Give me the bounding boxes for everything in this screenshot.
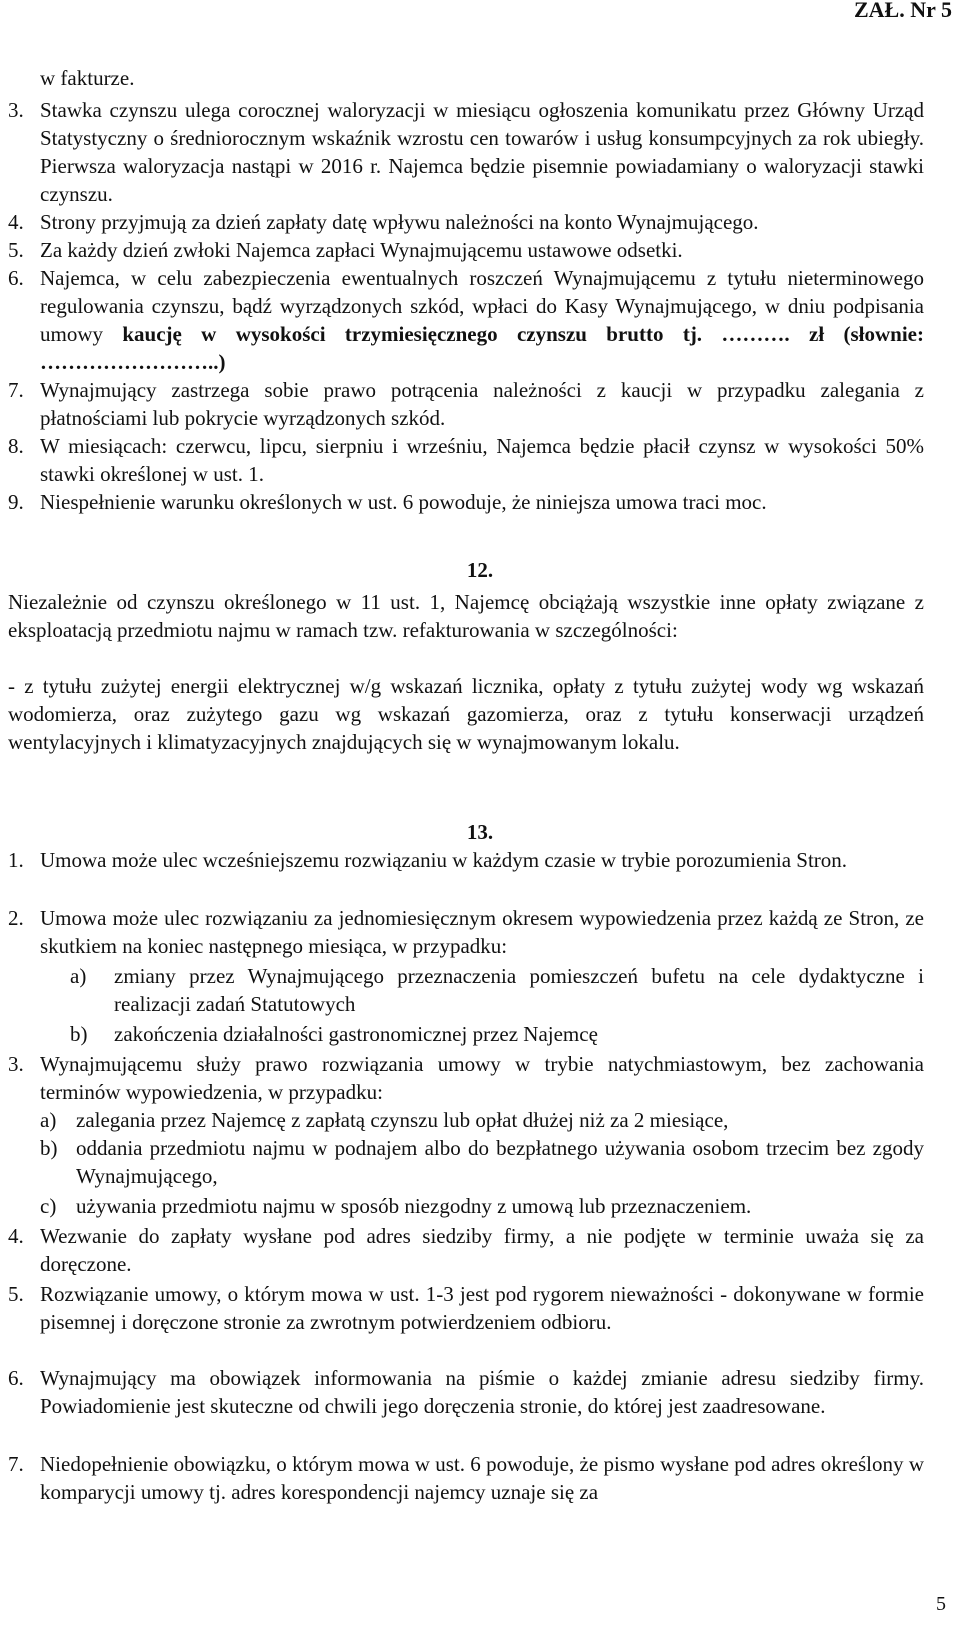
- list-item: [8, 904, 924, 960]
- item-text: Wynajmujący zastrzega sobie prawo potrącenia należności z kaucji w przypadku zalegania z płatnościami lub pokrycie wyrządzonych szkód.: [40, 378, 924, 430]
- list-item: [8, 488, 924, 516]
- list-item: [8, 264, 924, 376]
- list-item: [8, 432, 924, 488]
- attachment-header: ZAŁ. Nr 5: [854, 0, 952, 22]
- sub-item-text: zmiany przez Wynajmującego przeznaczenia pomieszczeń bufetu na cele dydaktyczne i realizacji zadań Statutowych: [114, 964, 924, 1016]
- item-number: 9.: [8, 490, 24, 514]
- list-item: [8, 846, 924, 874]
- item-number: 3.: [8, 1052, 24, 1076]
- item-number: 3.: [8, 98, 24, 122]
- list-item: [8, 1364, 924, 1420]
- list-item: [8, 1222, 924, 1278]
- item-number: 1.: [8, 848, 24, 872]
- sub-item: [40, 1192, 924, 1220]
- list-item: [8, 236, 924, 264]
- item-text: Wynajmujący ma obowiązek informowania na piśmie o każdej zmianie adresu siedziby firmy. Powiadomienie jest skuteczne od chwili jego doręczenia stronie, do której jest zaadresowane.: [40, 1366, 924, 1418]
- item-text: Wynajmującemu służy prawo rozwiązania umowy w trybie natychmiastowym, bez zachowania terminów wypowiedzenia, w przypadku:: [40, 1052, 924, 1104]
- sub-item-text: oddania przedmiotu najmu w podnajem albo do bezpłatnego używania osobom trzecim bez zgody Wynajmującego,: [76, 1136, 924, 1188]
- item-text: Umowa może ulec rozwiązaniu za jednomiesięcznym okresem wypowiedzenia przez każdą ze Stron, ze skutkiem na koniec następnego miesiąca, w przypadku:: [40, 906, 924, 958]
- paragraph: Niezależnie od czynszu określonego w 11 ust. 1, Najemcę obciążają wszystkie inne opłaty związane z eksploatacją przedmiotu najmu w ramach tzw. refakturowania w szczególności:: [8, 590, 924, 642]
- item-number: 6.: [8, 266, 24, 290]
- item-number: 4.: [8, 1224, 24, 1248]
- item-number: 7.: [8, 378, 24, 402]
- sub-item-letter: a): [70, 964, 87, 988]
- item-text: Strony przyjmują za dzień zapłaty datę wpływu należności na konto Wynajmującego.: [40, 210, 759, 234]
- list-item: [8, 96, 924, 208]
- item-text: Za każdy dzień zwłoki Najemca zapłaci Wynajmującemu ustawowe odsetki.: [40, 238, 683, 262]
- item-text: Umowa może ulec wcześniejszemu rozwiązaniu w każdym czasie w trybie porozumienia Stron.: [40, 848, 848, 872]
- section-title: 13.: [466, 820, 494, 844]
- list-item: [8, 1450, 924, 1506]
- item-number: 4.: [8, 210, 24, 234]
- item-text: Niespełnienie warunku określonych w ust. 6 powoduje, że niniejsza umowa traci moc.: [40, 490, 767, 514]
- item-text: [40, 264, 924, 376]
- item-number: 8.: [8, 434, 24, 458]
- sub-item: [40, 1106, 924, 1134]
- item-text: Rozwiązanie umowy, o którym mowa w ust. 1-3 jest pod rygorem nieważności - dokonywane w formie pisemnej i doręczone stronie za zwrotnym potwierdzeniem odbioru.: [40, 1282, 924, 1334]
- item-text: Wezwanie do zapłaty wysłane pod adres siedziby firmy, a nie podjęte w terminie uważa się za doręczone.: [40, 1224, 924, 1276]
- list-item: [8, 1280, 924, 1336]
- section-title: 12.: [466, 558, 494, 582]
- item-text-plain: Najemca, w celu zabezpieczenia ewentualnych roszczeń Wynajmującemu z tytułu nieterminowego regulowania czynszu, bądź wyrządzonych szkód, wpłaci do Kasy Wynajmującego, w dniu podpisania umowy: [40, 266, 924, 346]
- sub-item-text: używania przedmiotu najmu w sposób niezgodny z umową lub przeznaczeniem.: [76, 1194, 752, 1218]
- sub-item-text: zalegania przez Najemcę z zapłatą czynszu lub opłat dłużej niż za 2 miesiące,: [76, 1108, 729, 1132]
- item-number: 2.: [8, 906, 24, 930]
- sub-item-letter: c): [40, 1194, 57, 1218]
- sub-item: [40, 1134, 924, 1190]
- paragraph: - z tytułu zużytej energii elektrycznej w/g wskazań licznika, opłaty z tytułu zużytej wody wg wskazań wodomierza, oraz zużytego gazu wg wskazań gazomierza, oraz z tytułu konserwacji urządzeń wentylacyjnych i klimatyzacyjnych znajdujących się w wynajmowanym lokalu.: [8, 674, 924, 754]
- continuation-text: w fakturze.: [40, 66, 135, 90]
- item-number: 6.: [8, 1366, 24, 1390]
- item-number: 7.: [8, 1452, 24, 1476]
- sub-item-text: zakończenia działalności gastronomicznej przez Najemcę: [114, 1022, 598, 1046]
- item-text: W miesiącach: czerwcu, lipcu, sierpniu i wrześniu, Najemca będzie płacił czynsz w wysokości 50% stawki określonej w ust. 1.: [40, 434, 924, 486]
- list-item: [8, 1050, 924, 1106]
- sub-item: [70, 1020, 924, 1048]
- item-text: Stawka czynszu ulega corocznej waloryzacji w miesiącu ogłoszenia komunikatu przez Główny Urząd Statystyczny o średniorocznym wskaźnik wzrostu cen towarów i usług konsumpcyjnych za rok ubiegły. Pierwsza waloryzacja nastąpi w 2016 r. Najemca będzie pisemnie powiadamiany o waloryzacji stawki czynszu.: [40, 98, 924, 206]
- list-item: [8, 208, 924, 236]
- item-number: 5.: [8, 1282, 24, 1306]
- sub-item-letter: b): [70, 1022, 88, 1046]
- page-number: 5: [936, 1593, 946, 1615]
- sub-item: [70, 962, 924, 1018]
- sub-item-letter: b): [40, 1136, 58, 1160]
- list-item: [8, 376, 924, 432]
- sub-item-letter: a): [40, 1108, 57, 1132]
- item-number: 5.: [8, 238, 24, 262]
- item-text: Niedopełnienie obowiązku, o którym mowa w ust. 6 powoduje, że pismo wysłane pod adres określony w komparycji umowy tj. adres korespondencji najemcy uznaje się za: [40, 1452, 924, 1504]
- deposit-clause: kaucję w wysokości trzymiesięcznego czynszu brutto tj. ………. zł (słownie: ……………………..): [40, 322, 924, 374]
